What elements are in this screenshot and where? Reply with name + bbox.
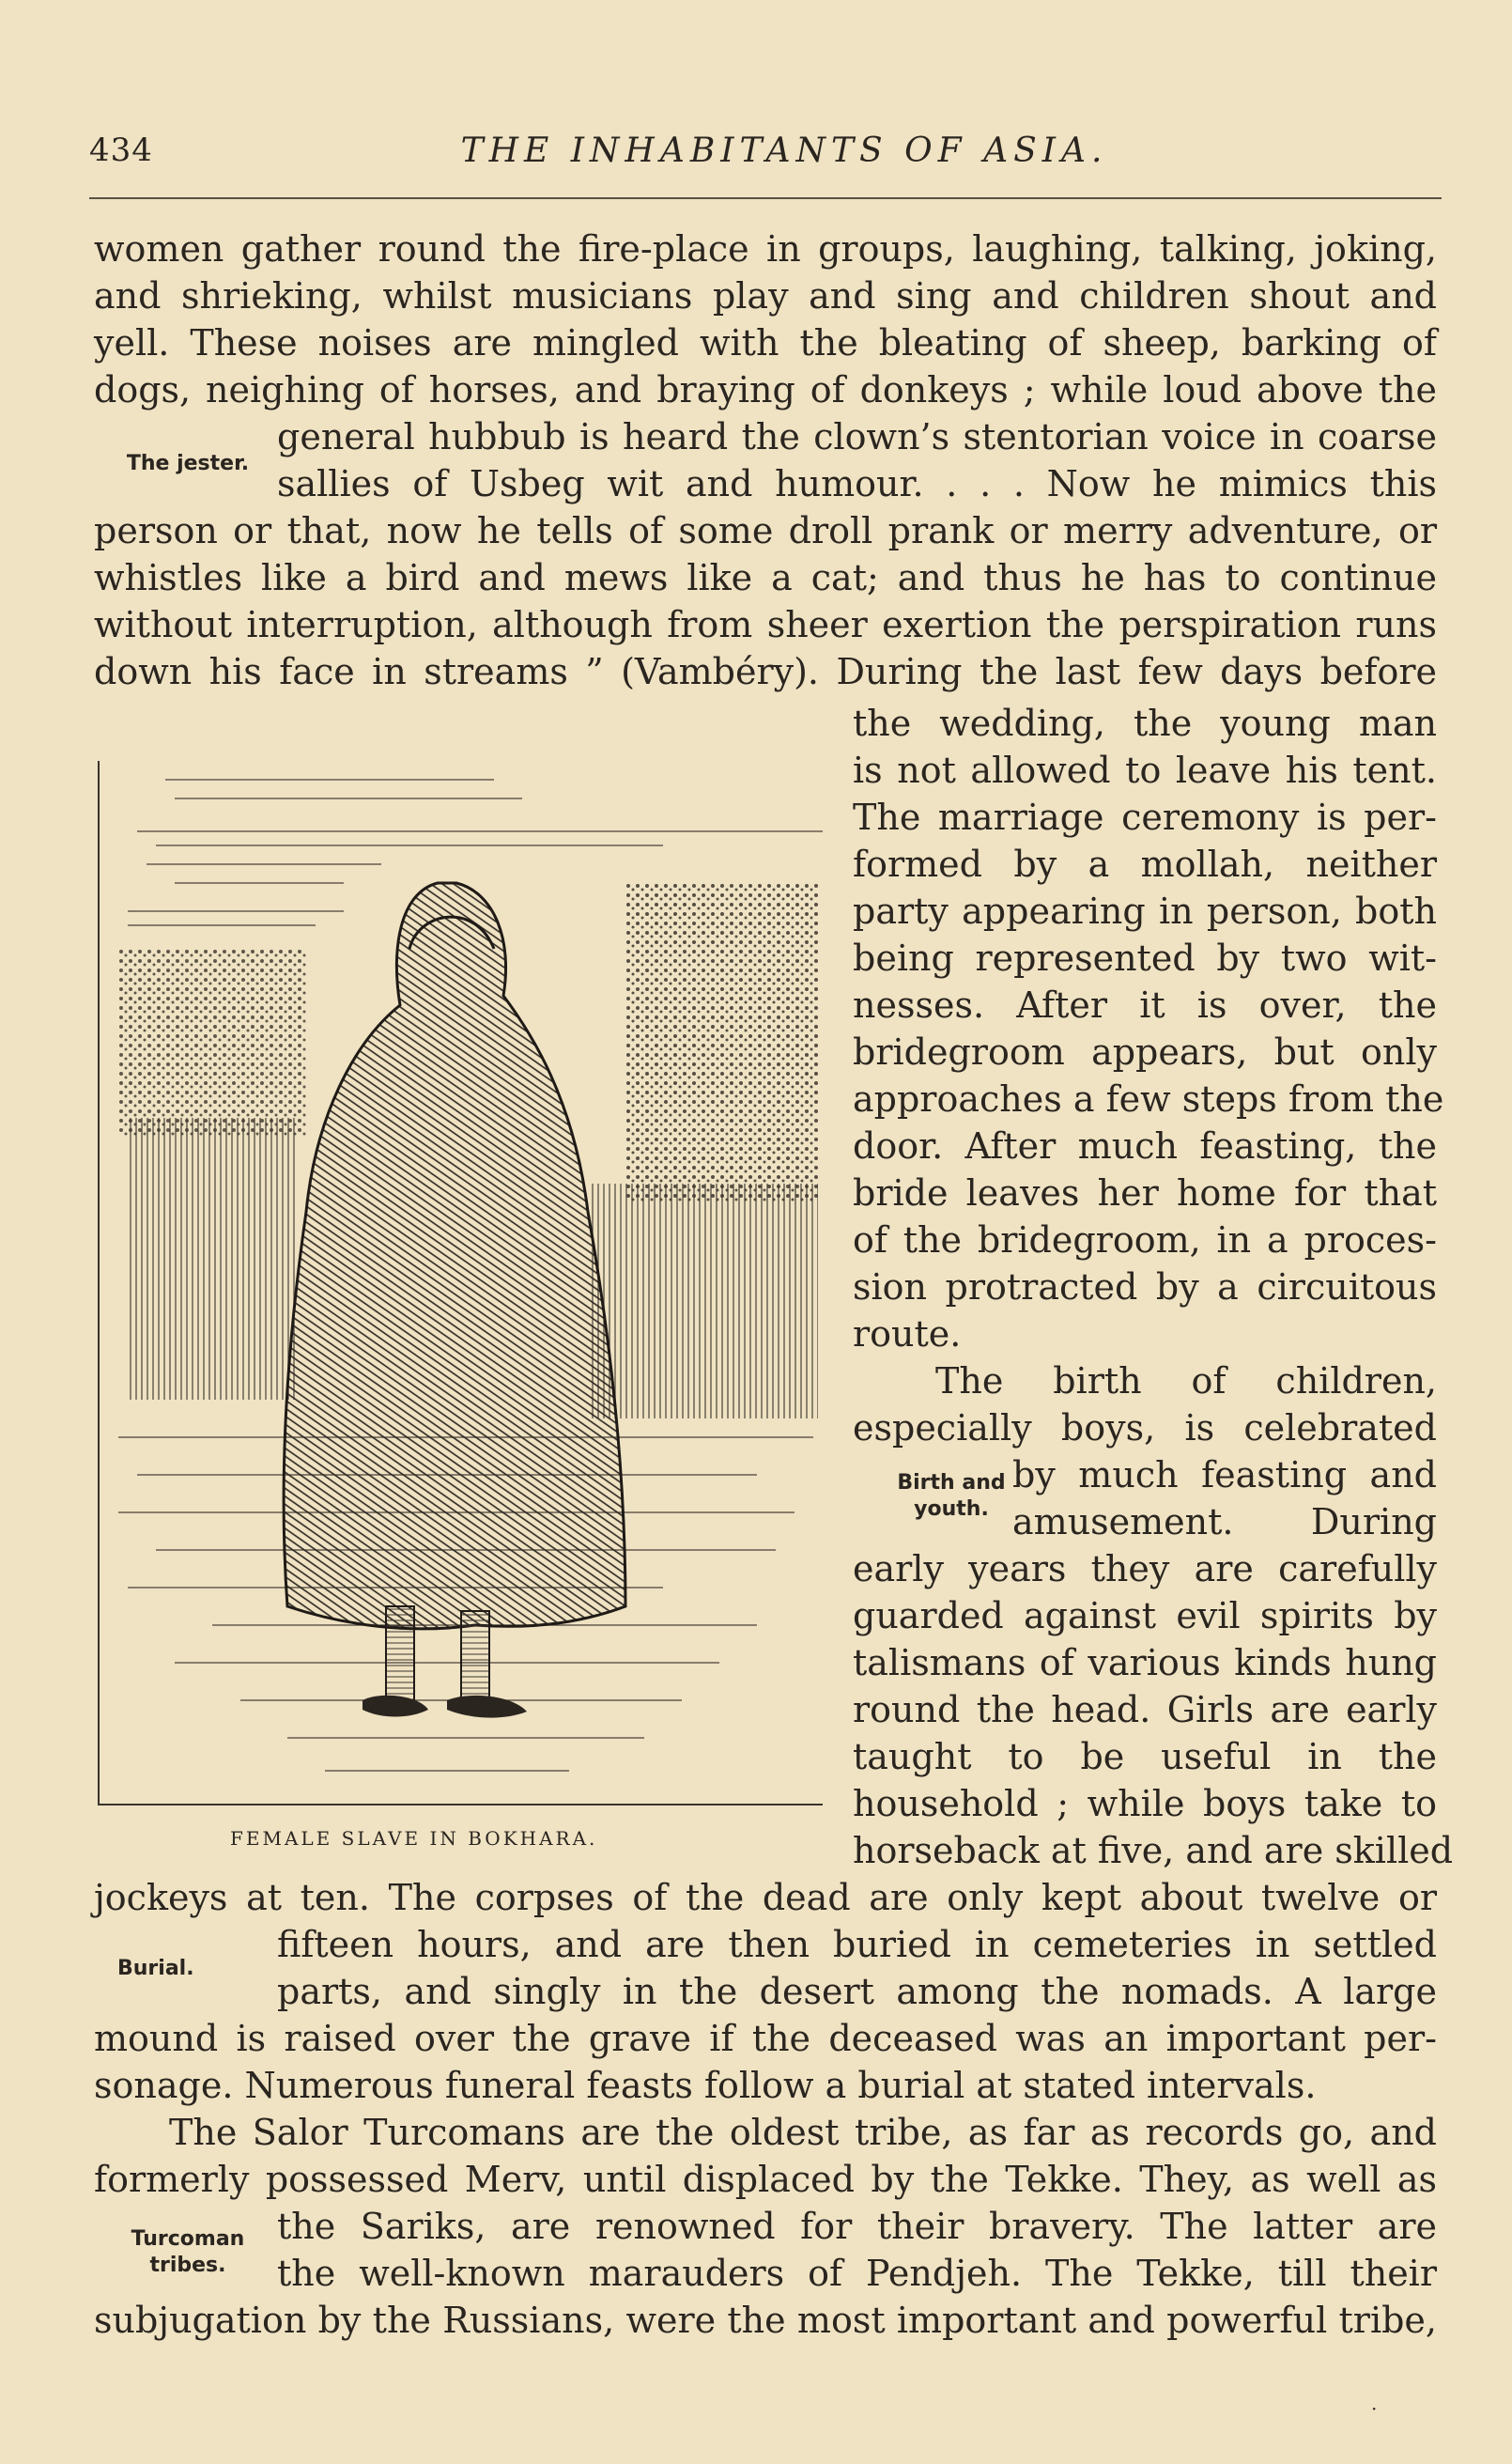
text-line: the wedding, the young man <box>853 703 1437 744</box>
text-line: door. After much feasting, the <box>853 1125 1437 1167</box>
text-line: and shrieking, whilst musicians play and sing and children shout and <box>94 275 1437 317</box>
text-line: general hubbub is heard the clown’s stentorian voice in coarse <box>277 416 1437 457</box>
text-line: sion protracted by a circuitous <box>853 1266 1437 1308</box>
female-slave-engraving <box>100 761 823 1804</box>
text-line: formed by a mollah, neither <box>853 844 1437 885</box>
text-line: early years they are carefully <box>853 1548 1437 1589</box>
text-line: taught to be useful in the <box>853 1736 1437 1777</box>
text-line: bridegroom appears, but only <box>853 1031 1437 1073</box>
text-line: The marriage ceremony is per- <box>853 797 1437 838</box>
text-line: of the bridegroom, in a proces- <box>853 1219 1437 1261</box>
text-line: talismans of various kinds hung <box>853 1642 1437 1683</box>
text-line: by much feasting and <box>1012 1454 1437 1495</box>
header-rule <box>89 197 1442 199</box>
text-line: being represented by two wit- <box>853 938 1437 979</box>
text-line: sonage. Numerous funeral feasts follow a burial at stated intervals. <box>94 2065 1317 2106</box>
side-note-birth-line1: Birth and <box>897 1471 1006 1495</box>
side-note-birth-line2: youth. <box>914 1497 989 1521</box>
text-line: The Salor Turcomans are the oldest tribe, as far as records go, and <box>169 2112 1437 2153</box>
text-line: household ; while boys take to <box>853 1783 1437 1824</box>
side-note-turcoman <box>108 2226 268 2279</box>
footer-mark: · <box>1371 2397 1378 2420</box>
text-line: yell. These noises are mingled with the bleating of sheep, barking of <box>94 322 1437 364</box>
text-line: party appearing in person, both <box>853 891 1437 932</box>
text-line: especially boys, is celebrated <box>853 1407 1437 1449</box>
page-number: 434 <box>89 132 153 169</box>
text-line: subjugation by the Russians, were the most important and powerful tribe, <box>94 2300 1437 2341</box>
text-line: The birth of children, <box>935 1360 1437 1402</box>
text-line: guarded against evil spirits by <box>853 1595 1437 1636</box>
engraving-figure <box>98 761 823 1805</box>
text-line: whistles like a bird and mews like a cat; and thus he has to continue <box>94 557 1437 598</box>
text-line: sallies of Usbeg wit and humour. . . . Now he mimics this <box>277 463 1437 504</box>
text-line: formerly possessed Merv, until displaced by the Tekke. They, as well as <box>94 2159 1437 2200</box>
text-line: women gather round the fire-place in groups, laughing, talking, joking, <box>94 228 1437 270</box>
text-line: down his face in streams ” (Vambéry). During the last few days before <box>94 651 1437 692</box>
text-line: is not allowed to leave his tent. <box>853 750 1437 791</box>
text-line: without interruption, although from sheer exertion the perspiration runs <box>94 604 1437 645</box>
text-line: nesses. After it is over, the <box>853 984 1437 1026</box>
side-note-burial: Burial. <box>117 1957 194 1980</box>
text-line: the well-known marauders of Pendjeh. The Tekke, till their <box>277 2253 1437 2294</box>
text-line: bride leaves her home for that <box>853 1172 1437 1214</box>
text-line: route. <box>853 1313 962 1355</box>
running-title: THE INHABITANTS OF ASIA. <box>460 132 1108 170</box>
text-line: amusement. During <box>1012 1501 1437 1542</box>
text-line: fifteen hours, and are then buried in cemeteries in settled <box>277 1924 1437 1965</box>
text-line: round the head. Girls are early <box>853 1689 1437 1730</box>
text-line: mound is raised over the grave if the deceased was an important per- <box>94 2018 1437 2059</box>
side-note-jester: The jester. <box>126 452 250 475</box>
side-note-turcoman-line1: Turcoman <box>131 2227 245 2251</box>
text-line: parts, and singly in the desert among the nomads. A large <box>277 1971 1437 2012</box>
page-header <box>89 132 1442 188</box>
text-line: approaches a few steps from the <box>853 1078 1444 1120</box>
figure-caption: FEMALE SLAVE IN BOKHARA. <box>230 1827 598 1850</box>
text-line: jockeys at ten. The corpses of the dead are only kept about twelve or <box>94 1877 1437 1918</box>
side-note-turcoman-line2: tribes. <box>149 2254 226 2277</box>
side-note-birth <box>881 1470 1022 1523</box>
text-line: horseback at five, and are skilled <box>853 1830 1454 1871</box>
text-line: the Sariks, are renowned for their bravery. The latter are <box>277 2206 1437 2247</box>
text-line: dogs, neighing of horses, and braying of donkeys ; while loud above the <box>94 369 1437 411</box>
text-line: person or that, now he tells of some droll prank or merry adventure, or <box>94 510 1437 551</box>
